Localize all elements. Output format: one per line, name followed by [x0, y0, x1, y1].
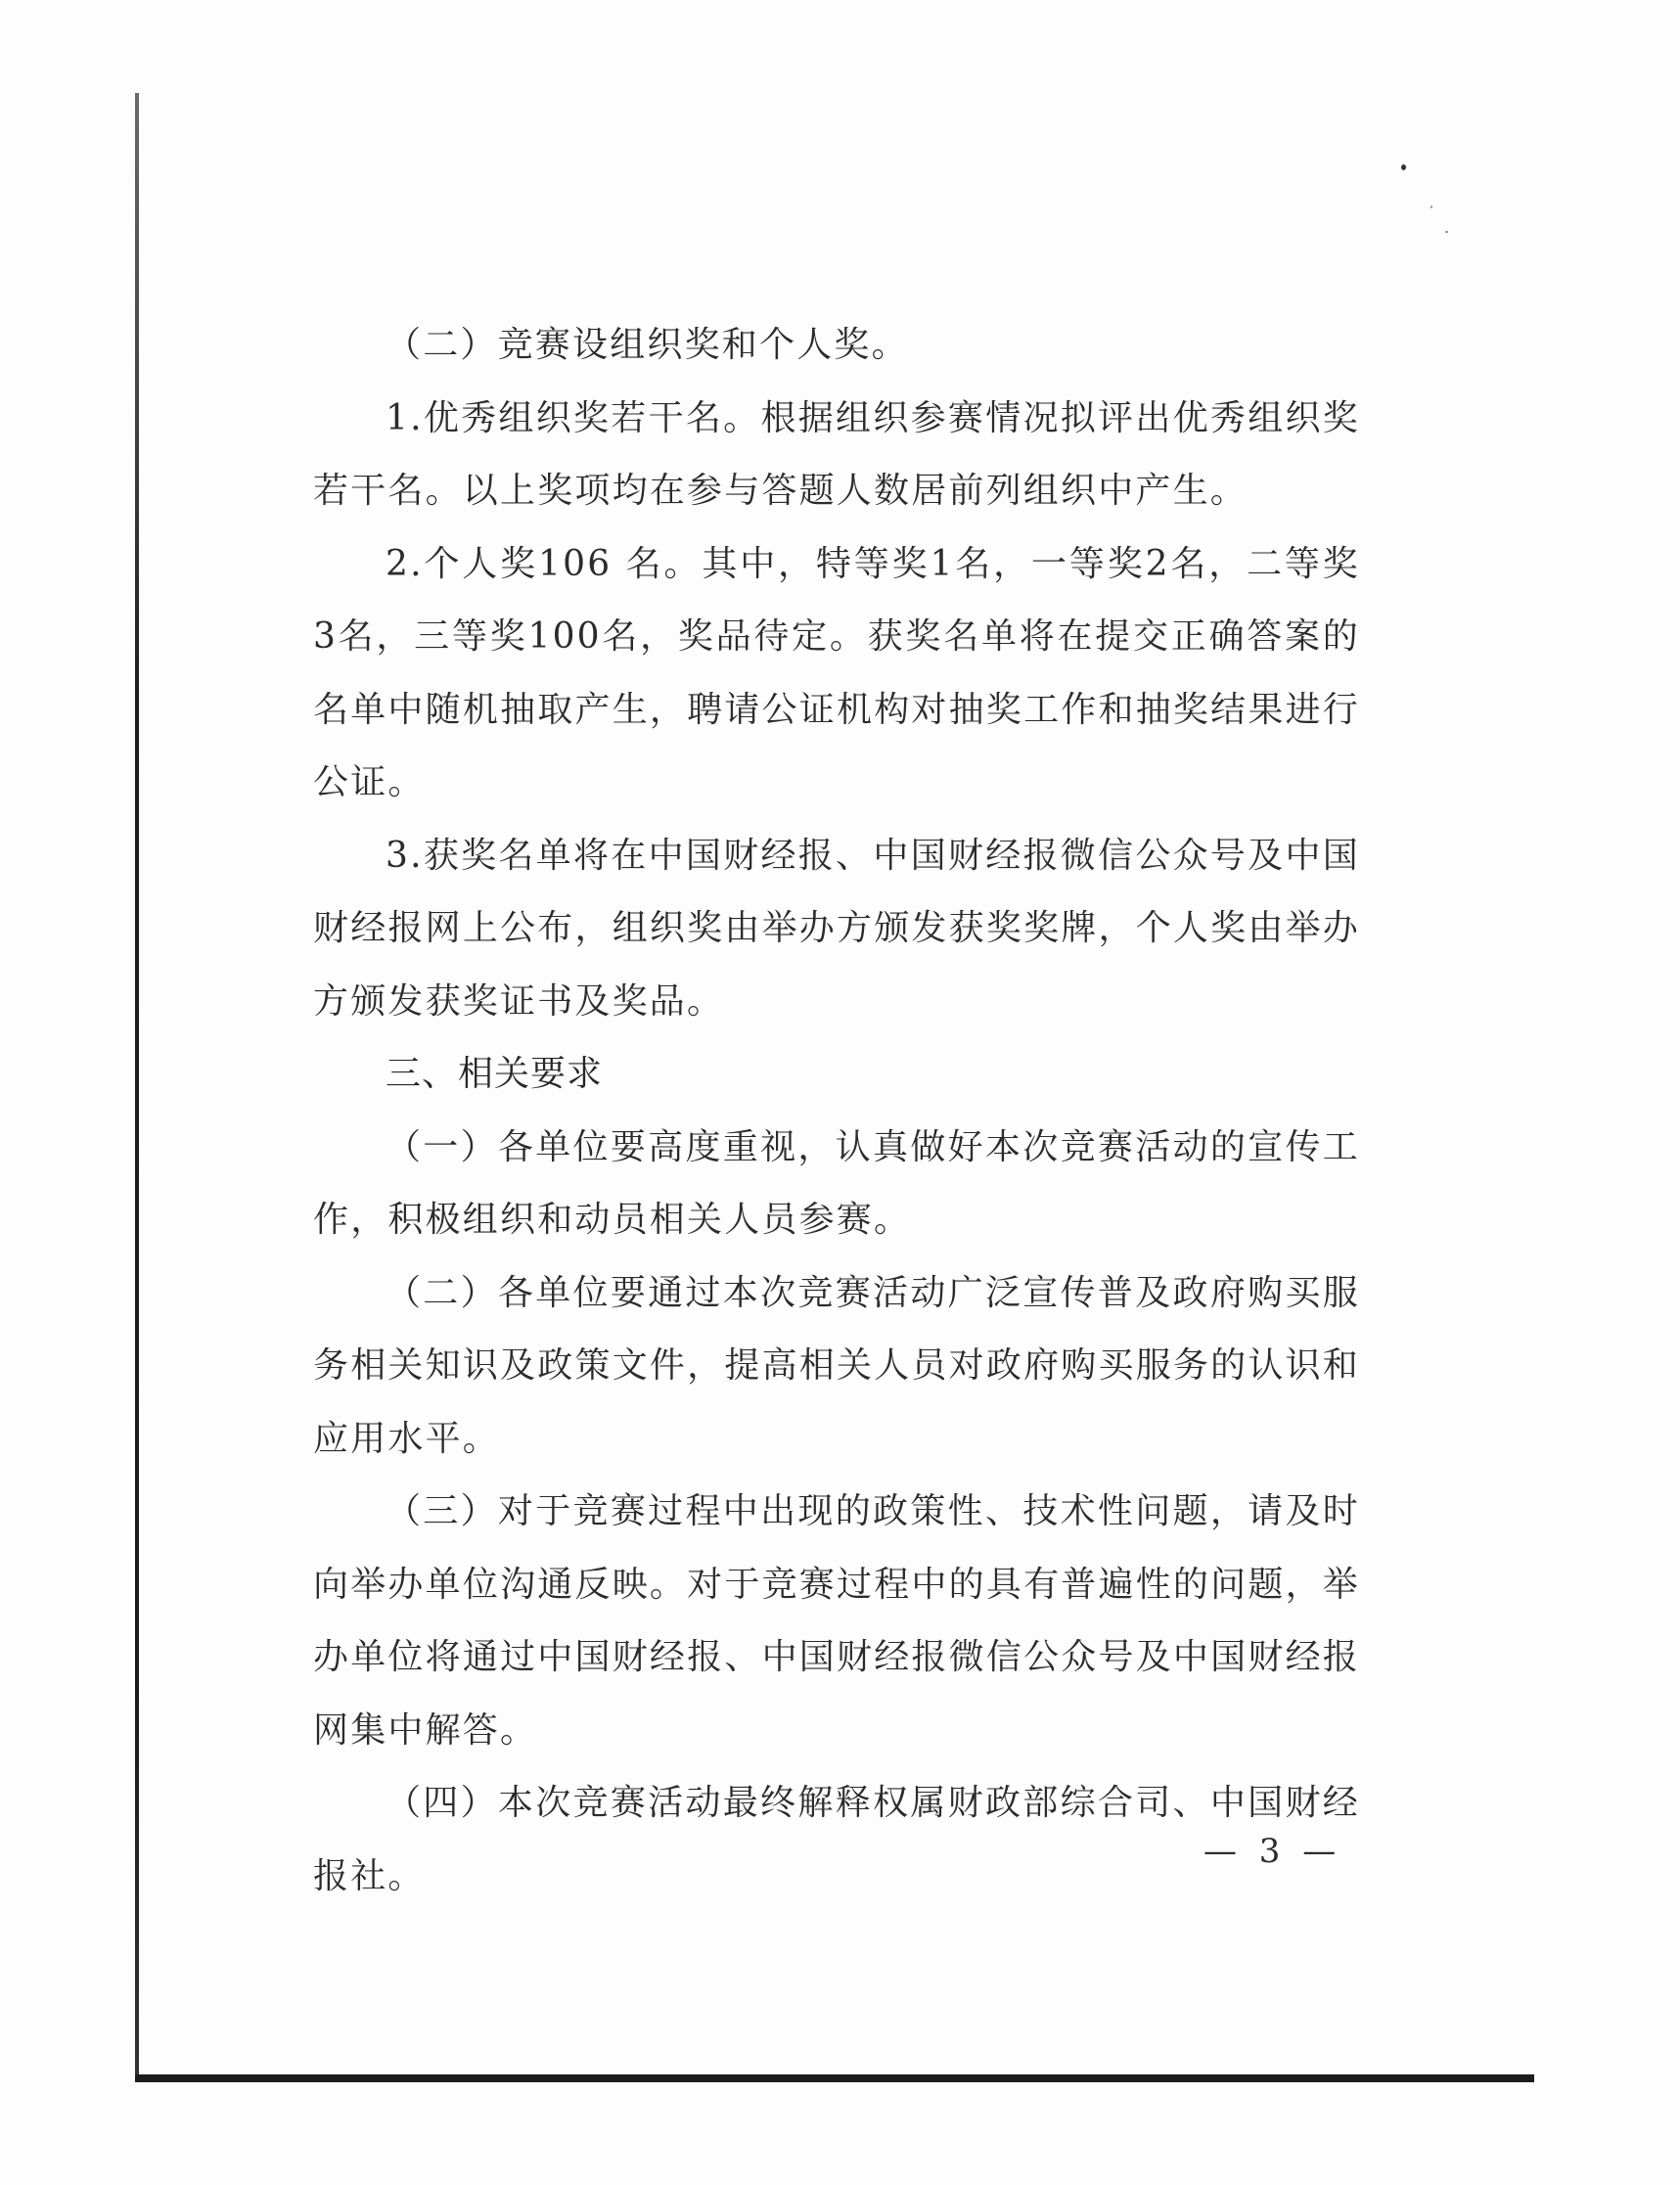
paragraph-requirement-3: （三）对于竞赛过程中出现的政策性、技术性问题，请及时向举办单位沟通反映。对于竞赛过程中的具有普遍性的问题，举办单位将通过中国财经报、中国财经报微信公众号及中国财经报网集中解答。	[313, 1491, 1360, 1751]
scan-speck	[1401, 164, 1406, 170]
scan-bottom-edge	[135, 2074, 1534, 2082]
paragraph-requirement-2: （二）各单位要通过本次竞赛活动广泛宣传普及政府购买服务相关知识及政策文件，提高相关人员对政府购买服务的认识和应用水平。	[313, 1272, 1360, 1459]
paragraph-organization-award: 1.优秀组织奖若干名。根据组织参赛情况拟评出优秀组织奖若干名。以上奖项均在参与答题人数居前列组织中产生。	[313, 397, 1360, 511]
paragraph-requirement-4: （四）本次竞赛活动最终解释权属财政部综合司、中国财经报社。	[313, 1783, 1360, 1896]
scan-left-edge	[135, 93, 139, 2079]
scan-speck	[1430, 205, 1432, 208]
paragraph-requirement-1: （一）各单位要高度重视，认真做好本次竞赛活动的宣传工作，积极组织和动员相关人员参赛。	[313, 1126, 1360, 1240]
document-body	[313, 309, 1360, 1913]
paragraph-award-types: （二）竞赛设组织奖和个人奖。	[386, 325, 909, 365]
paragraph-winner-announcement: 3.获奖名单将在中国财经报、中国财经报微信公众号及中国财经报网上公布，组织奖由举办方颁发获奖奖牌，个人奖由举办方颁发获奖证书及奖品。	[313, 835, 1360, 1022]
paragraph-individual-award: 2.个人奖106 名。其中，特等奖1名，一等奖2名，二等奖3名，三等奖100名，奖品待定。获奖名单将在提交正确答案的名单中随机抽取产生，聘请公证机构对抽奖工作和抽奖结果进行公证。	[313, 543, 1360, 802]
page-number: — 3 —	[1203, 1832, 1342, 1871]
section-heading-requirements: 三、相关要求	[386, 1054, 604, 1094]
scan-speck	[1445, 231, 1448, 233]
